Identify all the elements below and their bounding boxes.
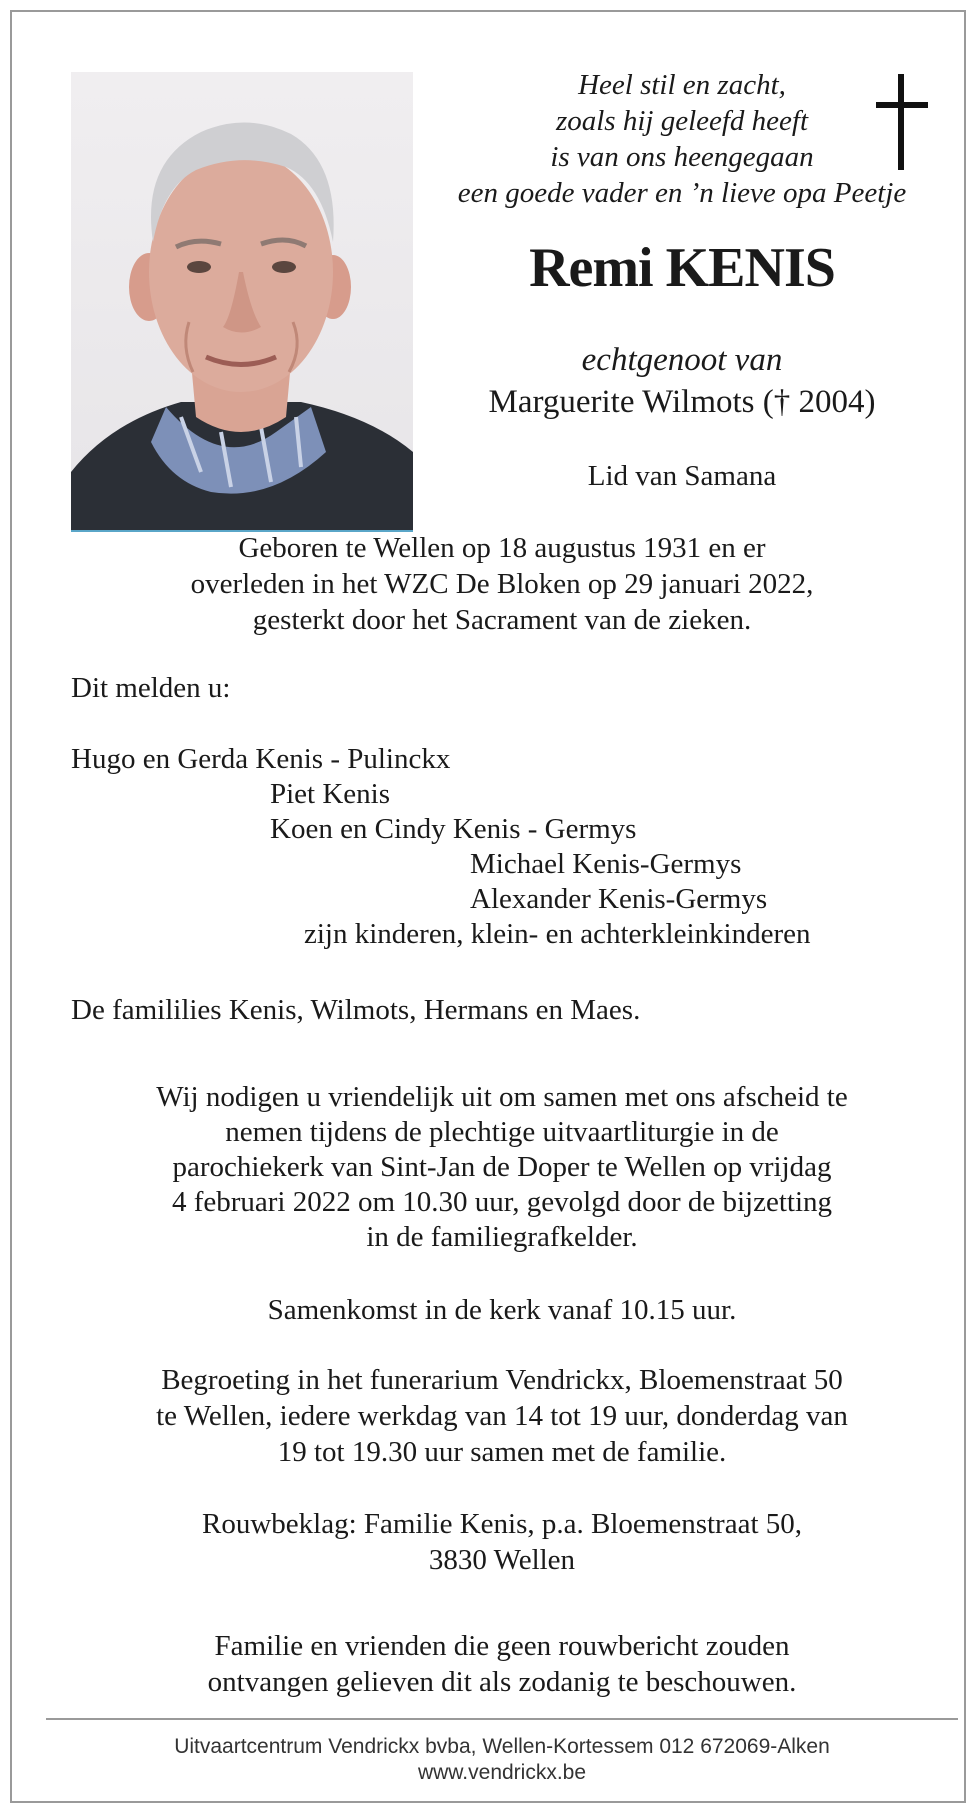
footer-divider [46,1718,958,1720]
text-line: nemen tijdens de plechtige uitvaartliturgie in de [225,1116,779,1148]
text-line: Wij nodigen u vriendelijk uit om samen met ons afscheid te [156,1081,848,1113]
text-line: ontvangen gelieven dit als zodanig te beschouwen. [207,1666,797,1698]
text-line: 3830 Wellen [428,1544,576,1576]
announce-label: Dit melden u: [71,672,231,704]
membership: Lid van Samana [587,460,777,492]
deceased-name: Remi KENIS [529,237,835,299]
spouse-name: Marguerite Wilmots († 2004) [488,384,876,420]
text-line: 19 tot 19.30 uur samen met de familie. [277,1436,727,1468]
portrait-photo [71,72,413,532]
text-line: Geboren te Wellen op 18 augustus 1931 en er [238,532,766,564]
condolence-address [52,1506,952,1578]
text-line: in de familiegrafkelder. [366,1221,638,1253]
notice-text [52,1628,952,1700]
memorial-poem [432,67,932,211]
poem-line: Heel stil en zacht, [578,69,786,101]
invitation-text [52,1080,952,1255]
family-member: Michael Kenis-Germys [470,848,742,880]
poem-line: is van ons heengegaan [550,141,814,173]
spouse-intro: echtgenoot van [581,342,783,378]
portrait-illustration [71,72,413,530]
funeral-home: Uitvaartcentrum Vendrickx bvba, Wellen-Kortessem 012 672069-Alken [174,1735,830,1758]
text-line: Familie en vrienden die geen rouwbericht zouden [214,1630,790,1662]
birth-death-text [52,530,952,638]
death-notice-card [10,10,966,1803]
text-line: te Wellen, iedere werkdag van 14 tot 19 uur, donderdag van [156,1400,848,1432]
poem-line: zoals hij geleefd heeft [555,105,809,137]
family-member: Hugo en Gerda Kenis - Pulinckx [71,743,451,775]
greeting-text [52,1362,952,1470]
cross-icon-bar [876,102,928,108]
text-line: gesterkt door het Sacrament van de zieken. [252,604,752,636]
families-line: De famililies Kenis, Wilmots, Hermans en Maes. [71,994,641,1026]
poem-line: een goede vader en ’n lieve opa Peetje [457,177,907,209]
website-link[interactable]: www.vendrickx.be [417,1761,587,1784]
cross-icon [898,74,904,170]
text-line: 4 februari 2022 om 10.30 uur, gevolgd door de bijzetting [171,1186,833,1218]
text-line: Begroeting in het funerarium Vendrickx, Bloemenstraat 50 [161,1364,843,1396]
text-line: overleden in het WZC De Bloken op 29 januari 2022, [190,568,814,600]
family-member: Alexander Kenis-Germys [470,883,768,915]
family-member: Koen en Cindy Kenis - Germys [270,813,637,845]
family-member: Piet Kenis [270,778,391,810]
family-relation: zijn kinderen, klein- en achterkleinkinderen [304,918,811,950]
text-line: Rouwbeklag: Familie Kenis, p.a. Bloemenstraat 50, [201,1508,803,1540]
gathering-text: Samenkomst in de kerk vanaf 10.15 uur. [267,1294,737,1326]
text-line: parochiekerk van Sint-Jan de Doper te Wellen op vrijdag [172,1151,832,1183]
footer [52,1734,952,1786]
